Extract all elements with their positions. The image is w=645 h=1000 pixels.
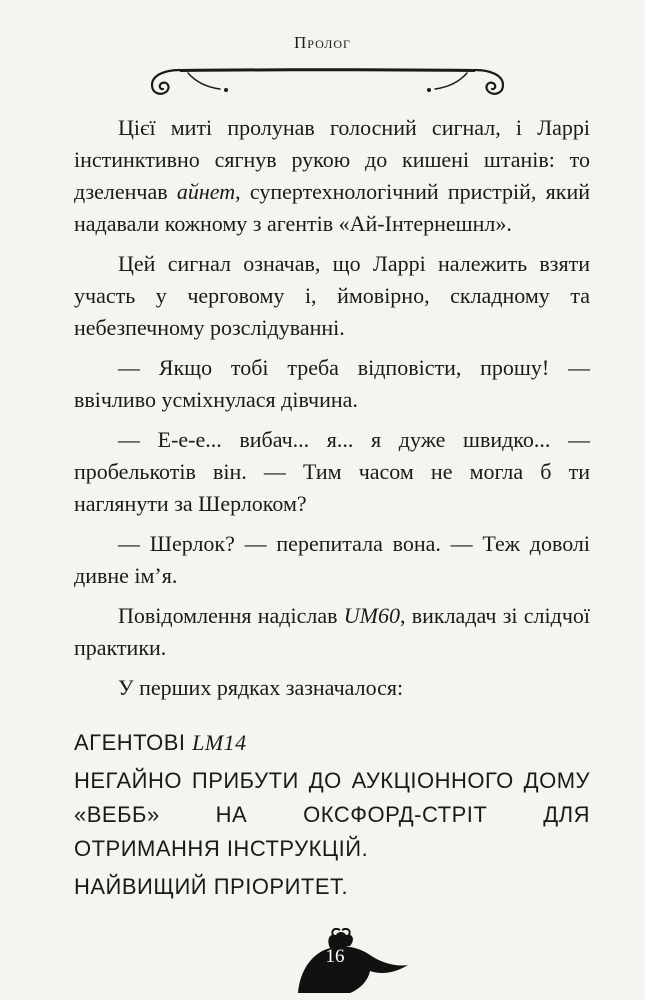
paragraph: Цей сигнал означав, що Ларрі належить взяти участь у черговому і, ймовірно, складному та небезпечному розслідуванні. [74, 251, 590, 340]
body-text [74, 112, 590, 908]
paragraph: — Шерлок? — перепитала вона. — Теж доволі дивне ім’я. [74, 531, 590, 588]
paragraph: Повідомлення надіслав UM60, викладач зі слідчої практики. [74, 603, 591, 660]
paragraph: Цієї миті пролунав голосний сигнал, і Ларрі інстинктивно сягнув рукою до кишені штанів: то дзеленчав айнет, супертехнологічний пристрій, який надавали кожному з агентів «Ай-Інтернешнл». [74, 115, 590, 236]
message-line: НАЙВИЩИЙ ПРІОРИТЕТ. [74, 874, 349, 899]
message-line: НЕГАЙНО ПРИБУТИ ДО АУКЦІОННОГО ДОМУ «ВЕББ» НА ОКСФОРД-СТРІТ ДЛЯ ОТРИМАННЯ ІНСТРУКЦІЙ. [74, 768, 590, 861]
paragraph: — Е-е-е... вибач... я... я дуже швидко... — пробелькотів він. — Тим часом не могла б ти наглянути за Шерлоком? [74, 427, 590, 516]
running-head: Пролог [294, 33, 351, 52]
message-recipient: АГЕНТОВІ LM14 [74, 730, 247, 755]
page-number: 16 [325, 946, 345, 967]
paragraph: — Якщо тобі треба відповісти, прошу! — ввічливо усміхнулася дівчина. [74, 355, 590, 412]
paragraph: У перших рядках зазначалося: [118, 675, 404, 700]
message-block [74, 726, 590, 904]
scroll-ornament-icon [140, 63, 515, 103]
